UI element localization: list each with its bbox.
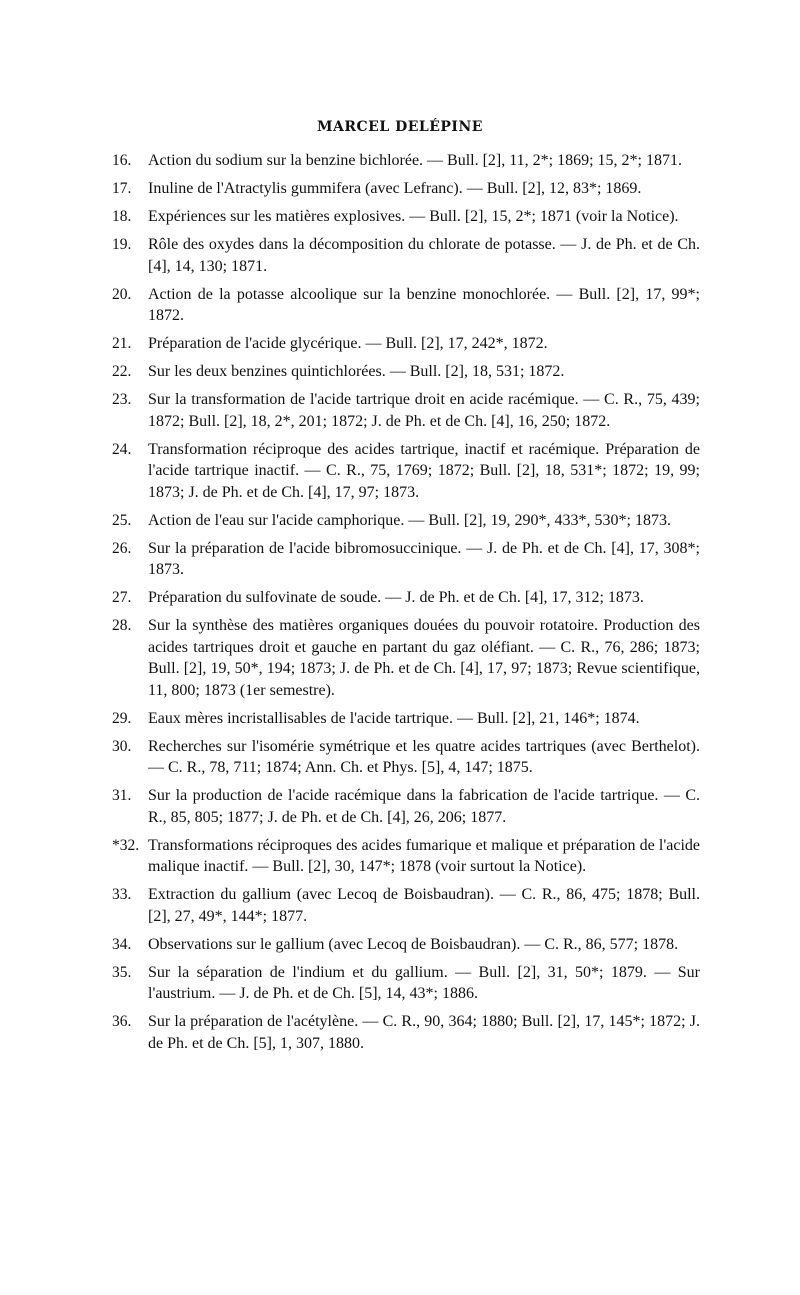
list-item (112, 934, 700, 956)
entry-number: 33. (112, 886, 132, 903)
entry-text: Sur la transformation de l'acide tartrique droit en acide racémique. — C. R., 75, 439; 1872; Bull. [2], 18, 2*, 201; 1872; J. de Ph. et de Ch. [4], 16, 250; 1872. (148, 391, 700, 430)
entry-number: 17. (112, 180, 132, 197)
entry-number: 34. (112, 935, 132, 953)
entry-text: Transformations réciproques des acides fumarique et malique et préparation de l'acide malique inactif. — Bull. [2], 30, 147*; 1878 (voir surtout la Notice). (148, 836, 700, 875)
list-item (112, 1011, 700, 1054)
entry-number: 31. (112, 787, 132, 804)
entry-number: 25. (112, 511, 132, 529)
entry-number: 16. (112, 152, 132, 169)
entry-number: 21. (112, 335, 132, 352)
list-item (112, 389, 700, 432)
bibliography-list (112, 150, 700, 1061)
entry-number: 29. (112, 709, 132, 727)
entry-text: Eaux mères incristallisables de l'acide tartrique. — Bull. [2], 21, 146*; 1874. (148, 709, 640, 727)
entry-text: Action de la potasse alcoolique sur la benzine monochlorée. — Bull. [2], 17, 99*; 1872. (148, 285, 700, 324)
list-item (112, 439, 700, 504)
entry-text: Rôle des oxydes dans la décomposition du chlorate de potasse. — J. de Ph. et de Ch. [4], 14, 130; 1871. (148, 236, 700, 275)
entry-number: 30. (112, 737, 132, 755)
entry-text: Recherches sur l'isomérie symétrique et les quatre acides tartriques (avec Berthelot). — C. R., 78, 711; 1874; Ann. Ch. et Phys. [5], 4, 147; 1875. (148, 737, 700, 776)
entry-number: 27. (112, 589, 132, 606)
list-item (112, 962, 700, 1005)
entry-text: Sur la préparation de l'acétylène. — C. R., 90, 364; 1880; Bull. [2], 17, 145*; 1872; J. de Ph. et de Ch. [5], 1, 307, 1880. (148, 1013, 700, 1052)
entry-text: Inuline de l'Atractylis gummifera (avec Lefranc). — Bull. [2], 12, 83*; 1869. (148, 180, 642, 197)
list-item (112, 206, 700, 228)
entry-text: Sur les deux benzines quintichlorées. — Bull. [2], 18, 531; 1872. (148, 363, 565, 380)
list-item (112, 615, 700, 701)
entry-number: 36. (112, 1013, 132, 1030)
entry-text: Préparation de l'acide glycérique. — Bull. [2], 17, 242*, 1872. (148, 335, 548, 352)
entry-text: Action du sodium sur la benzine bichlorée. — Bull. [2], 11, 2*; 1869; 15, 2*; 1871. (148, 152, 682, 169)
entry-number: *32. (112, 836, 140, 854)
entry-text: Action de l'eau sur l'acide camphorique. — Bull. [2], 19, 290*, 433*, 530*; 1873. (148, 511, 671, 529)
list-item (112, 835, 700, 878)
entry-number: 23. (112, 391, 132, 408)
entry-text: Sur la séparation de l'indium et du gallium. — Bull. [2], 31, 50*; 1879. — Sur l'austrium. — J. de Ph. et de Ch. [5], 14, 43*; 1886. (148, 963, 700, 1002)
entry-text: Sur la préparation de l'acide bibromosuccinique. — J. de Ph. et de Ch. [4], 17, 308*; 1873. (148, 539, 700, 578)
list-item (112, 333, 700, 355)
list-item (112, 538, 700, 581)
list-item (112, 884, 700, 927)
entry-text: Transformation réciproque des acides tartrique, inactif et racémique. Préparation de l'acide tartrique inactif. — C. R., 75, 1769; 1872; Bull. [2], 18, 531*; 1872; 19, 99; 1873; J. de Ph. et de Ch. [4], 17, 97; 1873. (148, 440, 700, 501)
list-item (112, 361, 700, 383)
list-item (112, 234, 700, 277)
list-item (112, 736, 700, 779)
entry-number: 20. (112, 285, 132, 303)
entry-number: 26. (112, 539, 132, 557)
entry-text: Observations sur le gallium (avec Lecoq de Boisbaudran). — C. R., 86, 577; 1878. (148, 935, 679, 953)
entry-number: 35. (112, 963, 132, 981)
entry-number: 24. (112, 440, 132, 458)
entry-text: Sur la synthèse des matières organiques douées du pouvoir rotatoire. Production des acides tartriques droit et gauche en partant du gaz oléfiant. — C. R., 76, 286; 1873; Bull. [2], 19, 50*, 194; 1873; J. de Ph. et de Ch. [4], 17, 97; 1873; Revue scientifique, 11, 800; 1873 (1er semestre). (148, 617, 700, 699)
list-item (112, 284, 700, 327)
list-item (112, 708, 700, 730)
list-item (112, 785, 700, 828)
entry-number: 28. (112, 617, 132, 634)
page-header: MARCEL DELÉPINE (317, 119, 483, 135)
entry-text: Expériences sur les matières explosives. — Bull. [2], 15, 2*; 1871 (voir la Notice). (148, 208, 679, 225)
list-item (112, 587, 700, 609)
entry-text: Sur la production de l'acide racémique dans la fabrication de l'acide tartrique. — C. R., 85, 805; 1877; J. de Ph. et de Ch. [4], 26, 206; 1877. (148, 787, 700, 826)
entry-text: Extraction du gallium (avec Lecoq de Boisbaudran). — C. R., 86, 475; 1878; Bull. [2], 27, 49*, 144*; 1877. (148, 886, 700, 925)
entry-number: 19. (112, 236, 132, 253)
list-item (112, 150, 700, 172)
entry-number: 18. (112, 208, 132, 225)
list-item (112, 510, 700, 532)
list-item (112, 178, 700, 200)
entry-text: Préparation du sulfovinate de soude. — J. de Ph. et de Ch. [4], 17, 312; 1873. (148, 589, 644, 606)
entry-number: 22. (112, 363, 132, 380)
